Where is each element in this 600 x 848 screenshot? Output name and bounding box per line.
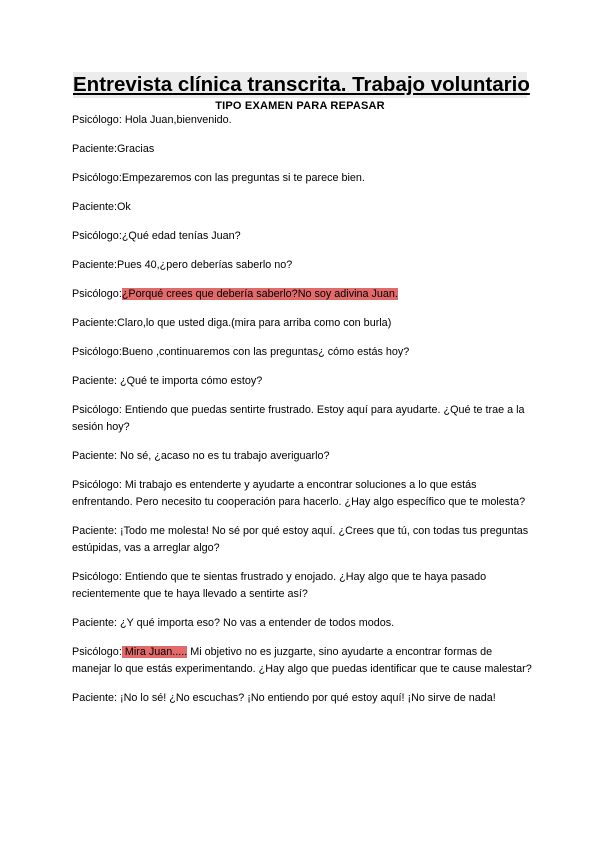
dialogue-line: Psicólogo:Bueno ,continuaremos con las preguntas¿ cómo estás hoy? bbox=[72, 346, 410, 358]
highlighted-text: ¿Porqué crees que debería saberlo?No soy adivina Juan. bbox=[121, 288, 398, 300]
dialogue-line: Paciente:Claro,lo que usted diga.(mira para arriba como con burla) bbox=[72, 317, 392, 329]
dialogue-line: Psicólogo:¿Qué edad tenías Juan? bbox=[72, 230, 241, 242]
dialogue-line: Paciente: No sé, ¿acaso no es tu trabajo averiguarlo? bbox=[72, 450, 330, 462]
dialogue-line: Paciente:Ok bbox=[72, 201, 131, 213]
dialogue-line-highlighted: Psicólogo: Mira Juan..... Mi objetivo no es juzgarte, sino ayudarte a encontrar formas de manejar lo que estás experimentando. ¿Hay algo que puedas identificar que te cause malestar? bbox=[72, 646, 532, 675]
dialogue-line: Paciente:Pues 40,¿pero deberías saberlo no? bbox=[72, 259, 293, 271]
document-title: Entrevista clínica transcrita. Trabajo voluntario bbox=[73, 73, 530, 96]
dialogue-line: Psicólogo: Mi trabajo es entenderte y ayudarte a encontrar soluciones a lo que estás enfrentando. Pero necesito tu cooperación para hacerlo. ¿Hay algo específico que te molesta? bbox=[72, 479, 526, 508]
dialogue-line: Paciente: ¿Y qué importa eso? No vas a entender de todos modos. bbox=[72, 617, 395, 629]
dialogue-line: Psicólogo: Entiendo que te sientas frustrado y enojado. ¿Hay algo que te haya pasado recientemente que te haya llevado a sentirte así? bbox=[72, 571, 487, 600]
dialogue-line: Psicólogo: Entiendo que puedas sentirte frustrado. Estoy aquí para ayudarte. ¿Qué te trae a la sesión hoy? bbox=[72, 404, 525, 433]
dialogue-line: Paciente: ¡No lo sé! ¿No escuchas? ¡No entiendo por qué estoy aquí! ¡No sirve de nada! bbox=[72, 692, 496, 704]
dialogue-line: Psicólogo:Empezaremos con las preguntas si te parece bien. bbox=[72, 172, 365, 184]
dialogue-line-highlighted: Psicólogo:¿Porqué crees que debería saberlo?No soy adivina Juan. bbox=[72, 288, 398, 300]
dialogue-line: Paciente: ¿Qué te importa cómo estoy? bbox=[72, 375, 263, 387]
document-subtitle: TIPO EXAMEN PARA REPASAR bbox=[215, 100, 385, 112]
transcript bbox=[72, 112, 532, 707]
dialogue-line: Paciente:Gracias bbox=[72, 143, 155, 155]
dialogue-line: Paciente: ¡Todo me molesta! No sé por qué estoy aquí. ¿Crees que tú, con todas tus preguntas estúpidas, vas a arreglar algo? bbox=[72, 525, 529, 554]
dialogue-line: Psicólogo: Hola Juan,bienvenido. bbox=[72, 114, 232, 126]
highlighted-text: Mira Juan..... bbox=[121, 646, 188, 658]
